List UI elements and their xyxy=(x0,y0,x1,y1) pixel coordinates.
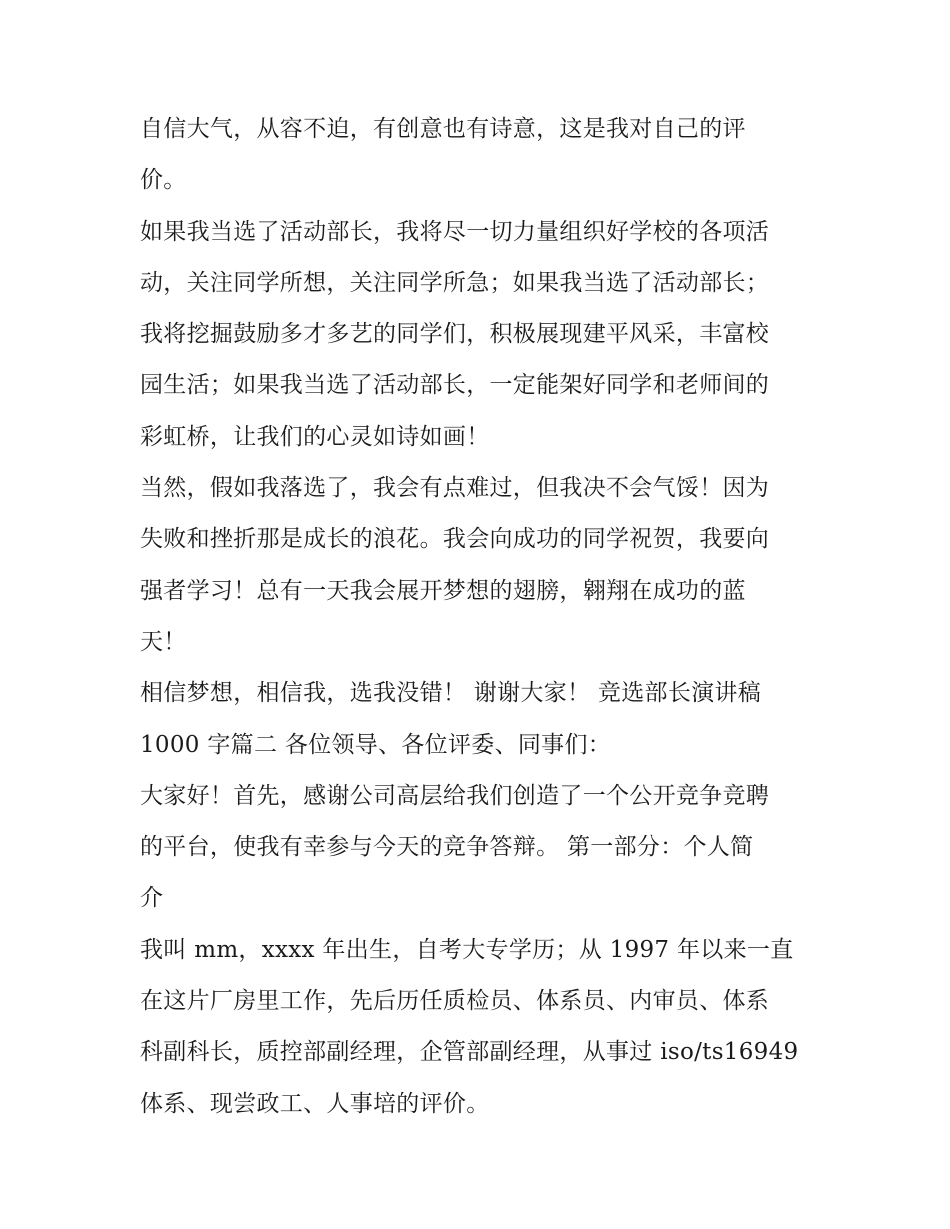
text-line: 在这片厂房里工作，先后历任质检员、体系员、内审员、体系 xyxy=(140,988,770,1015)
text-line: 相信梦想，相信我，选我没错！ 谢谢大家！ 竞选部长演讲稿 xyxy=(140,680,762,707)
text-line: 动，关注同学所想，关注同学所急；如果我当选了活动部长； xyxy=(140,269,770,296)
text-line: 科副科长，质控部副经理，企管部副经理，从事过 iso/ts16949 xyxy=(140,1039,799,1066)
text-line: 失败和挫折那是成长的浪花。我会向成功的同学祝贺，我要向 xyxy=(140,526,770,553)
text-line: 天！ xyxy=(140,628,187,655)
document-body xyxy=(140,104,820,1130)
text-line: 1000 字篇二 各位领导、各位评委、同事们： xyxy=(140,731,612,758)
text-line: 强者学习！总有一天我会展开梦想的翅膀，翱翔在成功的蓝 xyxy=(140,577,746,604)
text-line: 我将挖掘鼓励多才多艺的同学们，积极展现建平风采，丰富校 xyxy=(140,321,770,348)
text-line: 如果我当选了活动部长，我将尽一切力量组织好学校的各项活 xyxy=(140,218,770,245)
text-line: 价。 xyxy=(140,167,187,194)
text-line: 的平台，使我有幸参与今天的竞争答辩。 第一部分：个人简 xyxy=(140,834,754,861)
text-line: 自信大气，从容不迫，有创意也有诗意，这是我对自己的评 xyxy=(140,116,746,142)
text-line: 当然，假如我落选了，我会有点难过，但我决不会气馁！因为 xyxy=(140,475,770,502)
text-line: 彩虹桥，让我们的心灵如诗如画！ xyxy=(140,423,490,450)
text-line: 园生活；如果我当选了活动部长，一定能架好同学和老师间的 xyxy=(140,372,770,399)
text-line: 大家好！首先，感谢公司高层给我们创造了一个公开竞争竞聘 xyxy=(140,782,770,809)
text-line: 体系、现尝政工、人事培的评价。 xyxy=(140,1090,490,1117)
text-line: 介 xyxy=(140,885,164,912)
text-line: 我叫 mm，xxxx 年出生，自考大专学历；从 1997 年以来一直 xyxy=(140,936,794,963)
